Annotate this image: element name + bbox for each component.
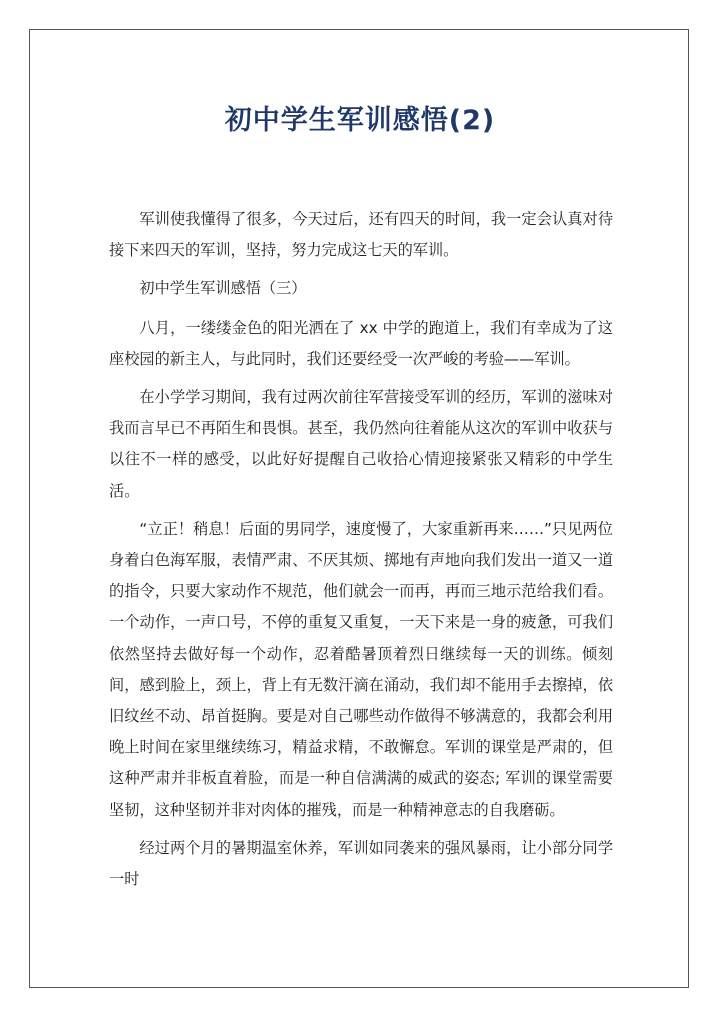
paragraph-5: 经过两个月的暑期温室休养，军训如同袭来的强风暴雨，让小部分同学一时: [109, 838, 613, 889]
paragraph-2: 八月，一缕缕金色的阳光洒在了 xx 中学的跑道上，我们有幸成为了这座校园的新主人，与此同时，我们还要经受一次严峻的考验——军训。: [109, 318, 613, 368]
document-title: 初中学生军训感悟(2): [224, 105, 496, 136]
paragraph-4: “立正！稍息！后面的男同学，速度慢了，大家重新再来……”只见两位身着白色海军服，表情严肃、不厌其烦、掷地有声地向我们发出一道又一道的指令，只要大家动作不规范，他们就会一而再，再而三地示范给我们看。一个动作，一声口号，不停的重复又重复，一天下来是一身的疲惫，可我们依然坚持去做好每一个动作，忍着酷暑顶着烈日继续每一天的训练。倾刻间，感到脸上，颈上，背上有无数汗滴在涌动，我们却不能用手去擦掉，依旧纹丝不动、昂首挺胸。要是对自己哪些动作做得不够满意的，我都会利用晚上时间在家里继续练习，精益求精，不敢懈怠。军训的课堂是严肃的，但这种严肃并非板直着脸，而是一种自信满满的威武的姿态; 军训的课堂需要坚韧，这种坚韧并非对肉体的摧残，而是一种精神意志的自我磨砺。: [109, 519, 613, 819]
paragraph-3: 在小学学习期间，我有过两次前往军营接受军训的经历，军训的滋味对我而言早已不再陌生和畏惧。甚至，我仍然向往着能从这次的军训中收获与以往不一样的感受，以此好好提醒自己收拾心情迎接紧张又精彩的中学生活。: [109, 388, 613, 500]
paragraph-1: 军训使我懂得了很多，今天过后，还有四天的时间，我一定会认真对待接下来四天的军训，坚持，努力完成这七天的军训。: [109, 210, 613, 260]
document-body: [109, 204, 613, 902]
section-heading: 初中学生军训感悟（三）: [139, 279, 307, 298]
